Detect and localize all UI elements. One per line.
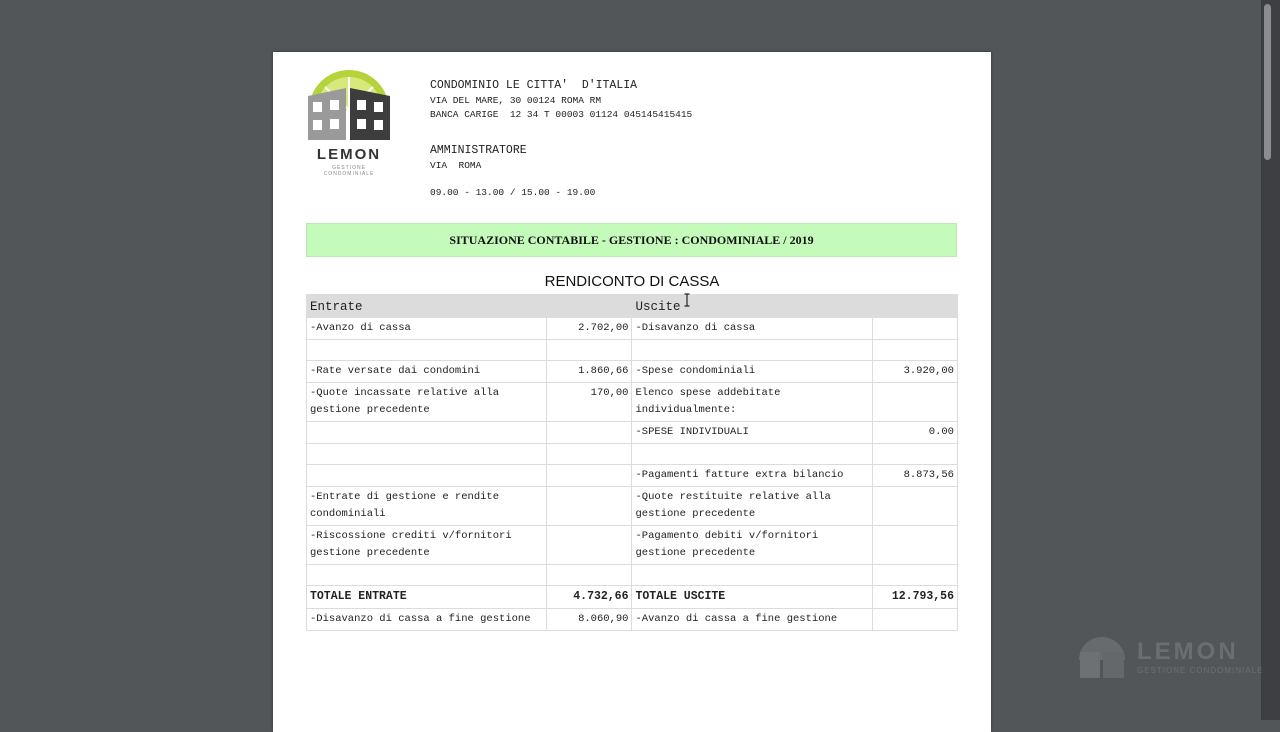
uscite-label: -Disavanzo di cassa xyxy=(632,318,872,340)
table-row xyxy=(307,361,958,383)
table-header-row xyxy=(307,295,958,318)
entrate-label xyxy=(307,340,547,361)
uscite-label xyxy=(632,565,872,586)
final-uscite-value xyxy=(872,609,957,631)
table-row xyxy=(307,487,958,526)
entrate-value: 1.860,66 xyxy=(547,361,632,383)
uscite-value xyxy=(872,444,957,465)
final-entrate-value: 8.060,90 xyxy=(547,609,632,631)
uscite-label: -Spese condominiali xyxy=(632,361,872,383)
uscite-value xyxy=(872,383,957,422)
entrate-value: 170,00 xyxy=(547,383,632,422)
entrate-label xyxy=(307,422,547,444)
uscite-value xyxy=(872,318,957,340)
final-entrate-label: -Disavanzo di cassa a fine gestione xyxy=(307,609,547,631)
condominium-name: CONDOMINIO LE CITTA' D'ITALIA xyxy=(430,79,638,92)
lemon-logo xyxy=(306,70,396,180)
uscite-label: -SPESE INDIVIDUALI xyxy=(632,422,872,444)
entrate-value xyxy=(547,565,632,586)
bank-details: BANCA CARIGE 12 34 T 00003 01124 045145415415 xyxy=(430,109,693,120)
administrator-title: AMMINISTRATORE xyxy=(430,144,527,157)
uscite-label xyxy=(632,444,872,465)
lemon-watermark xyxy=(1077,636,1267,680)
table-row xyxy=(307,383,958,422)
lemon-building-icon xyxy=(306,70,392,146)
table-row xyxy=(307,318,958,340)
cash-report-table xyxy=(306,294,958,631)
uscite-label xyxy=(632,340,872,361)
total-entrate-value: 4.732,66 xyxy=(547,586,632,609)
report-title: RENDICONTO DI CASSA xyxy=(544,273,720,290)
watermark-word: LEMON xyxy=(1137,638,1239,665)
entrate-header: Entrate xyxy=(307,295,632,318)
table-row xyxy=(307,565,958,586)
entrate-value xyxy=(547,465,632,487)
entrate-label xyxy=(307,565,547,586)
totals-row xyxy=(307,586,958,609)
final-balance-row xyxy=(307,609,958,631)
document-page xyxy=(273,52,991,732)
uscite-label: -Pagamenti fatture extra bilancio xyxy=(632,465,872,487)
uscite-label: -Quote restituite relative alla gestione precedente xyxy=(632,487,872,526)
uscite-header: Uscite xyxy=(632,295,958,318)
final-uscite-label: -Avanzo di cassa a fine gestione xyxy=(632,609,872,631)
entrate-label: -Riscossione crediti v/fornitori gestione precedente xyxy=(307,526,547,565)
administrator-address: VIA ROMA xyxy=(430,160,482,171)
entrate-value xyxy=(547,422,632,444)
entrate-label: -Quote incassate relative alla gestione precedente xyxy=(307,383,547,422)
uscite-value: 0.00 xyxy=(872,422,957,444)
uscite-value xyxy=(872,526,957,565)
entrate-label xyxy=(307,465,547,487)
total-uscite-label: TOTALE USCITE xyxy=(632,586,872,609)
entrate-label xyxy=(307,444,547,465)
uscite-label: Elenco spese addebitate individualmente: xyxy=(632,383,872,422)
watermark-logo-icon xyxy=(1077,636,1127,680)
entrate-value xyxy=(547,444,632,465)
uscite-value xyxy=(872,340,957,361)
logo-wordmark: LEMON xyxy=(316,146,382,163)
total-entrate-label: TOTALE ENTRATE xyxy=(307,586,547,609)
logo-subtitle: GESTIONE CONDOMINIALE xyxy=(323,165,375,177)
uscite-label: -Pagamento debiti v/fornitori gestione precedente xyxy=(632,526,872,565)
text-cursor-icon xyxy=(684,293,690,307)
entrate-value xyxy=(547,340,632,361)
table-row xyxy=(307,465,958,487)
uscite-value xyxy=(872,487,957,526)
entrate-value xyxy=(547,487,632,526)
uscite-value: 8.873,56 xyxy=(872,465,957,487)
uscite-value xyxy=(872,565,957,586)
table-row xyxy=(307,422,958,444)
table-row xyxy=(307,444,958,465)
entrate-label: -Avanzo di cassa xyxy=(307,318,547,340)
watermark-subtitle: GESTIONE CONDOMINIALE xyxy=(1137,666,1264,675)
scrollbar-thumb[interactable] xyxy=(1264,4,1271,160)
entrate-value: 2.702,00 xyxy=(547,318,632,340)
condominium-address: VIA DEL MARE, 30 00124 ROMA RM xyxy=(430,95,602,106)
total-uscite-value: 12.793,56 xyxy=(872,586,957,609)
entrate-label: -Rate versate dai condomini xyxy=(307,361,547,383)
office-hours: 09.00 - 13.00 / 15.00 - 19.00 xyxy=(430,187,596,198)
table-row xyxy=(307,340,958,361)
entrate-label: -Entrate di gestione e rendite condominiali xyxy=(307,487,547,526)
entrate-value xyxy=(547,526,632,565)
report-banner: SITUAZIONE CONTABILE - GESTIONE : CONDOMINIALE / 2019 xyxy=(306,223,957,257)
uscite-value: 3.920,00 xyxy=(872,361,957,383)
table-row xyxy=(307,526,958,565)
